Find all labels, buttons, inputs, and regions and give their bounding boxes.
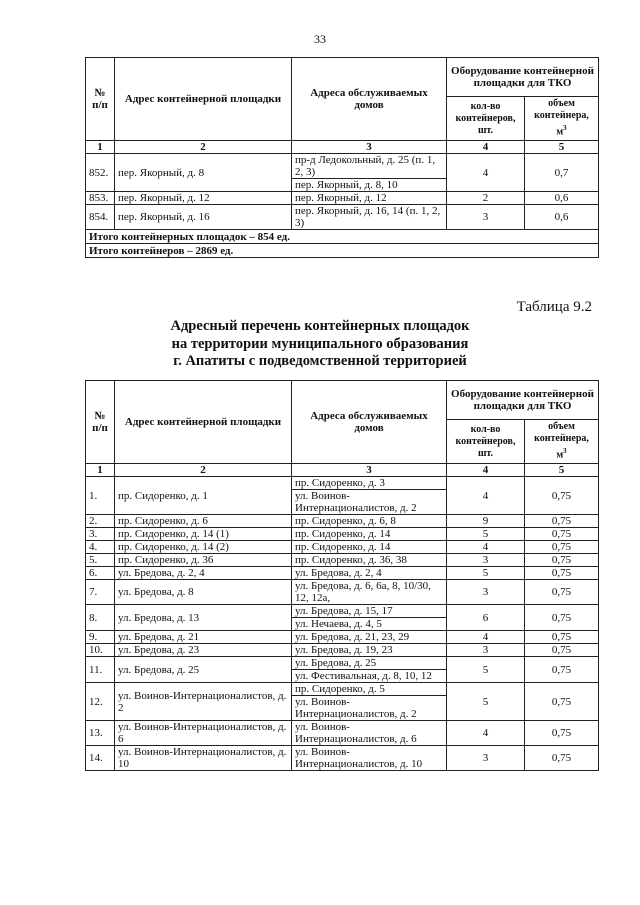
site-address: пр. Сидоренко, д. 6 bbox=[115, 515, 292, 528]
table-row bbox=[86, 580, 599, 605]
page-title: Адресный перечень контейнерных площадок на территории муниципального образования г. Апатиты с подведомственной территорией bbox=[170, 318, 470, 369]
row-num: 9. bbox=[86, 631, 115, 644]
site-address: ул. Бредова, д. 8 bbox=[115, 580, 292, 605]
site-address: пр. Сидоренко, д. 14 (2) bbox=[115, 541, 292, 554]
site-address: ул. Бредова, д. 23 bbox=[115, 644, 292, 657]
column-numbers-row: 1 2 3 4 5 bbox=[86, 464, 599, 477]
served-address: ул. Воинов-Интернационалистов, д. 2 bbox=[292, 696, 447, 721]
served-address: ул. Воинов-Интернационалистов, д. 6 bbox=[292, 721, 447, 746]
served-address: ул. Воинов-Интернационалистов, д. 10 bbox=[292, 746, 447, 771]
served-address: ул. Фестивальная, д. 8, 10, 12 bbox=[292, 670, 447, 683]
table-row bbox=[86, 515, 599, 528]
container-volume: 0,75 bbox=[525, 746, 599, 771]
container-count: 3 bbox=[447, 580, 525, 605]
table-row bbox=[86, 205, 599, 230]
table-row bbox=[86, 631, 599, 644]
served-address: ул. Бредова, д. 25 bbox=[292, 657, 447, 670]
served-address: пр. Сидоренко, д. 14 bbox=[292, 541, 447, 554]
header-addresses-served: Адреса обслуживаемых домов bbox=[292, 381, 447, 464]
container-count: 3 bbox=[447, 205, 525, 230]
table-row bbox=[86, 192, 599, 205]
table-row bbox=[86, 154, 599, 179]
row-num: 10. bbox=[86, 644, 115, 657]
container-count: 5 bbox=[447, 528, 525, 541]
row-num: 1. bbox=[86, 477, 115, 515]
container-volume: 0,75 bbox=[525, 631, 599, 644]
served-address: пр. Сидоренко, д. 3 bbox=[292, 477, 447, 490]
container-count: 4 bbox=[447, 631, 525, 644]
row-num: 13. bbox=[86, 721, 115, 746]
container-volume: 0,75 bbox=[525, 721, 599, 746]
row-num: 7. bbox=[86, 580, 115, 605]
table-row bbox=[86, 683, 599, 696]
header-num: № п/п bbox=[86, 58, 115, 141]
table-row bbox=[86, 657, 599, 670]
container-count: 4 bbox=[447, 541, 525, 554]
served-address: пр. Сидоренко, д. 36, 38 bbox=[292, 554, 447, 567]
row-num: 4. bbox=[86, 541, 115, 554]
header-equipment: Оборудование контейнерной площадки для ТКО bbox=[447, 58, 599, 97]
row-num: 8. bbox=[86, 605, 115, 631]
site-address: ул. Воинов-Интернационалистов, д. 10 bbox=[115, 746, 292, 771]
served-address: ул. Бредова, д. 2, 4 bbox=[292, 567, 447, 580]
container-count: 5 bbox=[447, 567, 525, 580]
container-count: 3 bbox=[447, 554, 525, 567]
served-address: ул. Бредова, д. 15, 17 bbox=[292, 605, 447, 618]
total-sites-row bbox=[86, 230, 599, 244]
container-volume: 0,75 bbox=[525, 528, 599, 541]
container-count: 5 bbox=[447, 657, 525, 683]
row-num: 11. bbox=[86, 657, 115, 683]
header-equipment: Оборудование контейнерной площадки для ТКО bbox=[447, 381, 599, 420]
container-volume: 0,75 bbox=[525, 541, 599, 554]
table-row bbox=[86, 644, 599, 657]
site-address: пр. Сидоренко, д. 14 (1) bbox=[115, 528, 292, 541]
containers-table-continued bbox=[85, 57, 599, 258]
served-address: ул. Бредова, д. 19, 23 bbox=[292, 644, 447, 657]
containers-table bbox=[85, 380, 599, 771]
container-count: 9 bbox=[447, 515, 525, 528]
site-address: ул. Бредова, д. 21 bbox=[115, 631, 292, 644]
container-volume: 0,6 bbox=[525, 205, 599, 230]
served-address: ул. Нечаева, д. 4, 5 bbox=[292, 618, 447, 631]
site-address: ул. Бредова, д. 25 bbox=[115, 657, 292, 683]
header-count: кол-во контейнеров, шт. bbox=[447, 420, 525, 464]
row-num: 852. bbox=[86, 154, 115, 192]
table-row bbox=[86, 721, 599, 746]
served-address: ул. Бредова, д. 6, 6а, 8, 10/30, 12, 12а, bbox=[292, 580, 447, 605]
container-volume: 0,75 bbox=[525, 644, 599, 657]
column-numbers-row: 1 2 3 4 5 bbox=[86, 141, 599, 154]
table-row bbox=[86, 528, 599, 541]
site-address: ул. Бредова, д. 2, 4 bbox=[115, 567, 292, 580]
row-num: 853. bbox=[86, 192, 115, 205]
site-address: ул. Бредова, д. 13 bbox=[115, 605, 292, 631]
header-addresses-served: Адреса обслуживаемых домов bbox=[292, 58, 447, 141]
container-count: 6 bbox=[447, 605, 525, 631]
header-num: № п/п bbox=[86, 381, 115, 464]
container-volume: 0,75 bbox=[525, 580, 599, 605]
header-volume: объем контейнера, $м^3$ bbox=[525, 420, 599, 464]
container-count: 3 bbox=[447, 644, 525, 657]
container-volume: 0,75 bbox=[525, 605, 599, 631]
container-count: 4 bbox=[447, 721, 525, 746]
table-row bbox=[86, 567, 599, 580]
header-address-site: Адрес контейнерной площадки bbox=[115, 58, 292, 141]
site-address: пер. Якорный, д. 16 bbox=[115, 205, 292, 230]
table-label: Таблица 9.2 bbox=[516, 299, 592, 315]
served-address: пр. Сидоренко, д. 6, 8 bbox=[292, 515, 447, 528]
site-address: пр. Сидоренко, д. 36 bbox=[115, 554, 292, 567]
container-volume: 0,75 bbox=[525, 554, 599, 567]
row-num: 12. bbox=[86, 683, 115, 721]
table-row bbox=[86, 477, 599, 490]
header-count: кол-во контейнеров, шт. bbox=[447, 97, 525, 141]
container-volume: 0,6 bbox=[525, 192, 599, 205]
served-address: пр. Сидоренко, д. 5 bbox=[292, 683, 447, 696]
served-address: пер. Якорный, д. 8, 10 bbox=[292, 179, 447, 192]
row-num: 854. bbox=[86, 205, 115, 230]
container-volume: 0,75 bbox=[525, 477, 599, 515]
served-address: ул. Воинов-Интернационалистов, д. 2 bbox=[292, 490, 447, 515]
container-volume: 0,75 bbox=[525, 657, 599, 683]
container-count: 2 bbox=[447, 192, 525, 205]
row-num: 5. bbox=[86, 554, 115, 567]
container-volume: 0,7 bbox=[525, 154, 599, 192]
total-containers: Итого контейнеров – 2869 ед. bbox=[86, 244, 599, 258]
served-address: пер. Якорный, д. 16, 14 (п. 1, 2, 3) bbox=[292, 205, 447, 230]
site-address: ул. Воинов-Интернационалистов, д. 6 bbox=[115, 721, 292, 746]
row-num: 3. bbox=[86, 528, 115, 541]
table-row bbox=[86, 746, 599, 771]
table-row bbox=[86, 541, 599, 554]
container-volume: 0,75 bbox=[525, 567, 599, 580]
served-address: пр. Сидоренко, д. 14 bbox=[292, 528, 447, 541]
container-count: 5 bbox=[447, 683, 525, 721]
total-sites: Итого контейнерных площадок – 854 ед. bbox=[86, 230, 599, 244]
container-count: 4 bbox=[447, 477, 525, 515]
served-address: ул. Бредова, д. 21, 23, 29 bbox=[292, 631, 447, 644]
container-volume: 0,75 bbox=[525, 515, 599, 528]
row-num: 2. bbox=[86, 515, 115, 528]
table-row bbox=[86, 554, 599, 567]
container-volume: 0,75 bbox=[525, 683, 599, 721]
page-number: 33 bbox=[314, 32, 326, 46]
header-volume: объем контейнера, $м^3$ bbox=[525, 97, 599, 141]
site-address: пер. Якорный, д. 12 bbox=[115, 192, 292, 205]
row-num: 6. bbox=[86, 567, 115, 580]
site-address: пер. Якорный, д. 8 bbox=[115, 154, 292, 192]
container-count: 3 bbox=[447, 746, 525, 771]
site-address: пр. Сидоренко, д. 1 bbox=[115, 477, 292, 515]
site-address: ул. Воинов-Интернационалистов, д. 2 bbox=[115, 683, 292, 721]
total-containers-row bbox=[86, 244, 599, 258]
row-num: 14. bbox=[86, 746, 115, 771]
container-count: 4 bbox=[447, 154, 525, 192]
header-address-site: Адрес контейнерной площадки bbox=[115, 381, 292, 464]
served-address: пер. Якорный, д. 12 bbox=[292, 192, 447, 205]
served-address: пр-д Ледокольный, д. 25 (п. 1, 2, 3) bbox=[292, 154, 447, 179]
table-row bbox=[86, 605, 599, 618]
